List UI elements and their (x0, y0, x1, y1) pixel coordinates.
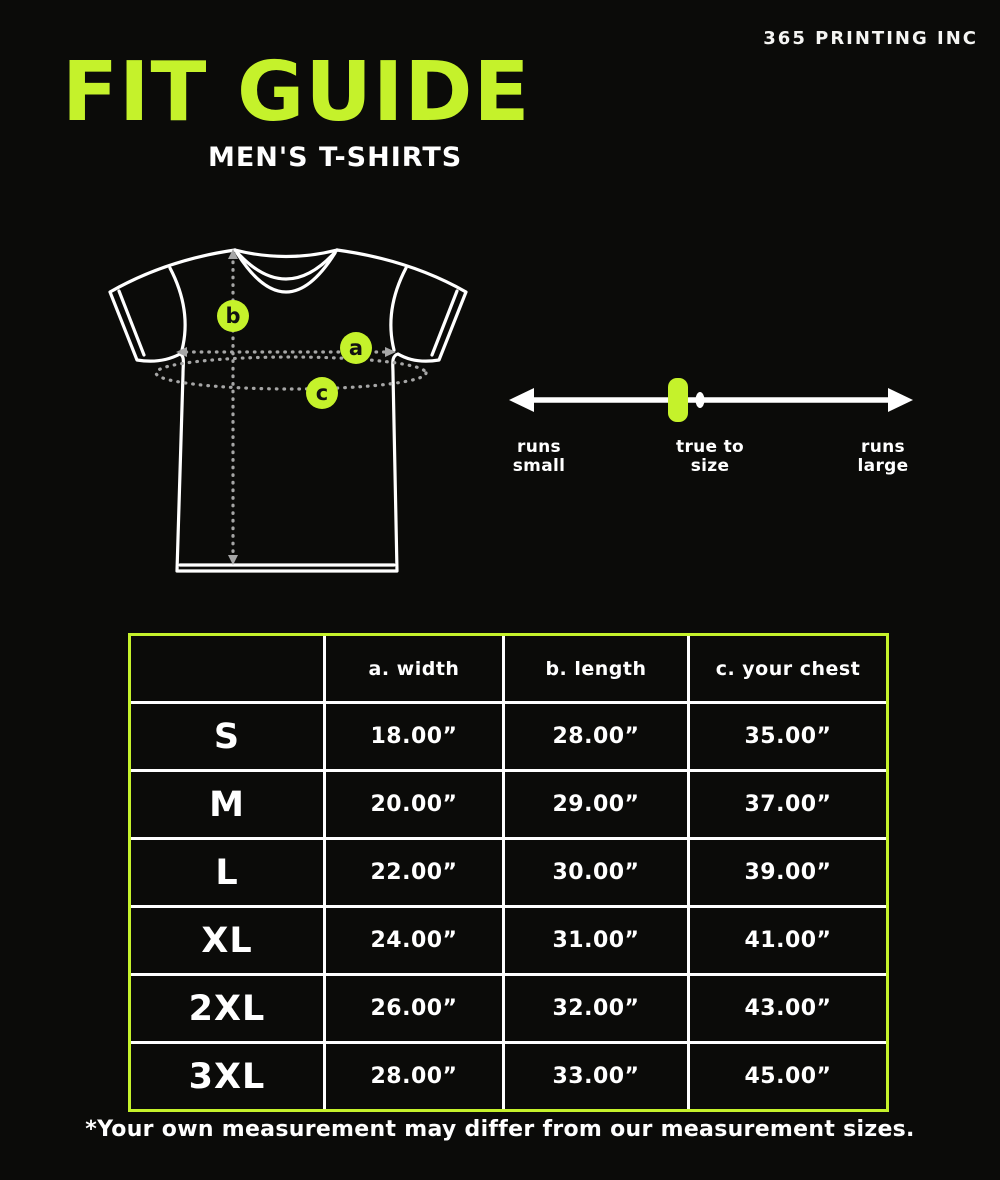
length-cell-xl: 31.00” (505, 908, 687, 973)
fit-scale-arrow-right (888, 388, 913, 412)
chest-cell-2xl: 43.00” (690, 976, 886, 1041)
chest-cell-l: 39.00” (690, 840, 886, 905)
header-cell-width: a. width (326, 636, 502, 701)
fit-scale-label-runs-small: runs small (512, 437, 566, 477)
brand-text: 365 PRINTING INC (763, 28, 978, 49)
width-cell-m: 20.00” (326, 772, 502, 837)
fit-scale-label-true-to-size: true to size (676, 437, 744, 477)
fit-scale-indicator (668, 378, 688, 422)
width-cell-2xl: 26.00” (326, 976, 502, 1041)
chest-cell-s: 35.00” (690, 704, 886, 769)
left-armhole-seam (170, 268, 185, 350)
fit-scale-arrow-left (509, 388, 534, 412)
fit-scale-labels (506, 438, 916, 498)
marker-c-label: c (315, 381, 329, 405)
tshirt-outline (110, 250, 466, 571)
size-table (128, 633, 889, 1112)
length-cell-l: 30.00” (505, 840, 687, 905)
marker-b-label: b (225, 304, 241, 328)
size-cell-m: M (131, 772, 323, 837)
width-cell-l: 22.00” (326, 840, 502, 905)
width-cell-s: 18.00” (326, 704, 502, 769)
width-cell-xl: 24.00” (326, 908, 502, 973)
length-cell-3xl: 33.00” (505, 1044, 687, 1109)
size-cell-l: L (131, 840, 323, 905)
page-title: FIT GUIDE (62, 45, 531, 140)
marker-a-label: a (348, 336, 364, 360)
footnote: *Your own measurement may differ from our measurement sizes. (85, 1117, 915, 1142)
length-cell-2xl: 32.00” (505, 976, 687, 1041)
tshirt-diagram (100, 232, 476, 584)
header-cell-chest: c. your chest (690, 636, 886, 701)
chest-cell-xl: 41.00” (690, 908, 886, 973)
header-cell-length: b. length (505, 636, 687, 701)
fit-scale-label-runs-large: runs large (857, 437, 909, 477)
length-cell-s: 28.00” (505, 704, 687, 769)
chest-measure-ellipse (156, 357, 426, 389)
chest-cell-3xl: 45.00” (690, 1044, 886, 1109)
length-cell-m: 29.00” (505, 772, 687, 837)
fit-scale (506, 376, 916, 432)
size-cell-s: S (131, 704, 323, 769)
page-subtitle: MEN'S T-SHIRTS (208, 142, 463, 173)
size-cell-xl: XL (131, 908, 323, 973)
fit-scale-tick-dot (696, 392, 705, 408)
right-armhole-seam (391, 268, 406, 350)
size-cell-2xl: 2XL (131, 976, 323, 1041)
width-cell-3xl: 28.00” (326, 1044, 502, 1109)
collar-band-line-2 (237, 253, 335, 292)
chest-cell-m: 37.00” (690, 772, 886, 837)
size-cell-3xl: 3XL (131, 1044, 323, 1109)
table-corner-cell (131, 636, 323, 701)
